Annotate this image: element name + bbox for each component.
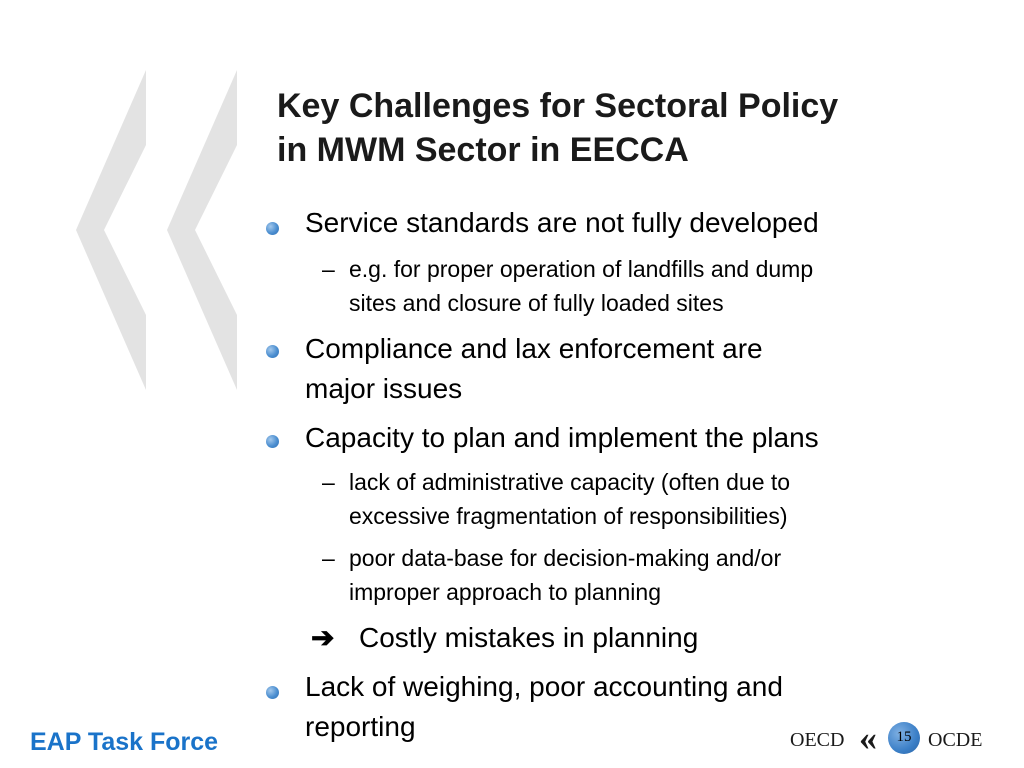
bullet-text: major issues <box>305 373 463 404</box>
subitem-dash: – <box>322 545 335 571</box>
subitem <box>349 465 969 533</box>
right-arrow-icon: ➔ <box>311 622 335 653</box>
bullet-item <box>305 203 955 243</box>
conclusion-text: Costly mistakes in planning <box>359 622 699 653</box>
subitem-text: sites and closure of fully loaded sites <box>349 290 724 316</box>
slide-title-line: in MWM Sector in EECCA <box>277 131 689 169</box>
bullet-text: reporting <box>305 711 416 742</box>
bullet-text: Capacity to plan and implement the plans <box>305 422 819 453</box>
footer-organization-label: EAP Task Force <box>30 728 219 756</box>
bullet-text: Compliance and lax enforcement are <box>305 333 763 364</box>
bullet-text: Lack of weighing, poor accounting and <box>305 671 783 702</box>
oecd-logo-text-left: OECD <box>790 729 845 751</box>
subitem <box>349 541 969 609</box>
bullet-dot-icon <box>266 345 279 358</box>
bullet-item <box>305 418 955 458</box>
oecd-logo-text-right: OCDE <box>928 729 983 751</box>
subitem <box>349 252 969 320</box>
bullet-item <box>305 329 955 409</box>
guillemet-logo-icon: « <box>859 718 877 758</box>
subitem-text: excessive fragmentation of responsibilities) <box>349 503 788 529</box>
bullet-dot-icon <box>266 435 279 448</box>
slide-title-line: Key Challenges for Sectoral Policy <box>277 87 839 125</box>
page-number: 15 <box>896 729 912 745</box>
subitem-dash: – <box>322 256 335 282</box>
bullet-dot-icon <box>266 686 279 699</box>
subitem-dash: – <box>322 469 335 495</box>
bullet-dot-icon <box>266 222 279 235</box>
bullet-text: Service standards are not fully developed <box>305 207 819 238</box>
subitem-text: e.g. for proper operation of landfills and dump <box>349 256 814 282</box>
subitem-text: improper approach to planning <box>349 579 661 605</box>
subitem-text: lack of administrative capacity (often due to <box>349 469 791 495</box>
bullet-item <box>305 667 955 747</box>
conclusion-item <box>311 618 698 658</box>
subitem-text: poor data-base for decision-making and/or <box>349 545 782 571</box>
